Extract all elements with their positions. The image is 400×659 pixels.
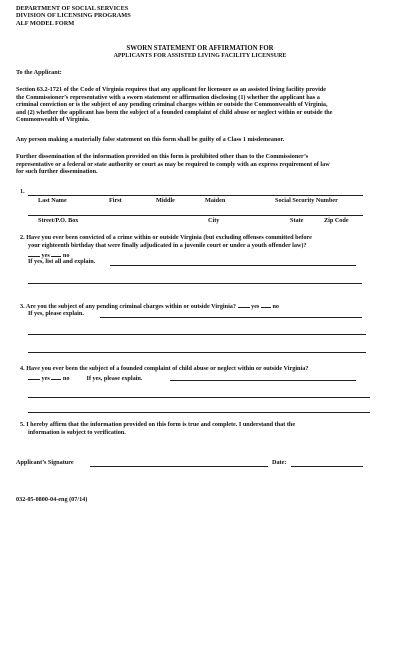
dissemination-line: for such further dissemination. — [16, 168, 98, 176]
q3-text: 3. Are you the subject of any pending criminal charges within or outside Virginia? — [20, 303, 236, 310]
salutation: To the Applicant: — [16, 69, 62, 76]
intro-line: Commonwealth of Virginia. — [16, 116, 90, 124]
q4-explain-label: If yes, please explain. — [86, 375, 143, 382]
middle-name-label: Middle — [156, 197, 175, 204]
q3-yes-label: yes — [251, 303, 260, 310]
signature-line[interactable] — [90, 466, 268, 467]
dissemination-line: representative or a federal or state authority or court as may be required to comply with an express requirement of law — [16, 160, 330, 168]
first-name-label: First — [109, 197, 122, 204]
q2-no-blank[interactable] — [51, 250, 61, 257]
q3-no-blank[interactable] — [261, 301, 271, 308]
maiden-name-label: Maiden — [205, 197, 226, 204]
q3-explain-line[interactable] — [100, 317, 362, 318]
q5-line-2: information is subject to verification. — [28, 429, 126, 436]
q3-explain-label: If yes, please explain. — [28, 310, 84, 317]
address-input-line[interactable] — [28, 215, 363, 216]
q4-answer-line[interactable] — [28, 397, 370, 398]
q3-answer-line[interactable] — [28, 334, 366, 335]
header-line-2: DIVISION OF LICENSING PROGRAMS — [16, 12, 131, 20]
q4-no-blank[interactable] — [51, 373, 61, 380]
header-line-3: ALF MODEL FORM — [16, 19, 75, 27]
q3-yes-blank[interactable] — [238, 301, 250, 308]
form-number: 032-05-0800-04-eng (07/14) — [16, 496, 88, 503]
q1-number: 1. — [20, 188, 25, 195]
header-line-1: DEPARTMENT OF SOCIAL SERVICES — [16, 5, 129, 12]
q4-yes-label: yes — [41, 375, 50, 382]
q2-explain-label: If yes, list all and explain. — [28, 258, 96, 265]
intro-line: Section 63.2-1721 of the Code of Virginia requires that any applicant for licensure as an assisted living facility provide — [16, 86, 327, 93]
misdemeanor-warning: Any person making a materially false statement on this form shall be guilty of a Class 1 misdemeanor. — [16, 136, 285, 143]
date-label: Date: — [272, 459, 287, 466]
last-name-label: Last Name — [38, 197, 67, 204]
q4-question: 4. Have you ever been the subject of a founded complaint of child abuse or neglect within or outside Virginia? — [20, 365, 309, 372]
dissemination-paragraph — [16, 153, 384, 176]
city-label: City — [208, 217, 220, 224]
dissemination-line: Further dissemination of the information provided on this form is prohibited other than to the Commissioner’s — [16, 153, 309, 160]
q2-line-2: your eighteenth birthday that were finally adjudicated in a juvenile court or under a youth offender law)? — [28, 242, 307, 249]
ssn-label: Social Security Number — [275, 197, 338, 204]
name-input-line[interactable] — [28, 195, 363, 196]
q2-no-label: no — [62, 252, 70, 259]
intro-paragraph — [16, 86, 384, 124]
q4-no-label: no — [62, 375, 70, 382]
street-label: Street/P.O. Box — [38, 217, 79, 224]
q2-line-1: 2. Have you ever been convicted of a crime within or outside Virginia (but excluding offenses committed before — [20, 234, 312, 241]
q5-line-1: 5. I hereby affirm that the information provided on this form is true and complete. I understand that the — [20, 421, 296, 428]
signature-label: Applicant’s Signature — [16, 459, 74, 466]
q4-explain-line[interactable] — [170, 380, 356, 381]
zip-label: Zip Code — [324, 217, 349, 224]
q4-yes-blank[interactable] — [28, 373, 40, 380]
q3-answer-line[interactable] — [28, 352, 366, 353]
form-title: SWORN STATEMENT OR AFFIRMATION FOR — [126, 45, 274, 52]
date-line[interactable] — [291, 466, 363, 467]
q3-no-label: no — [272, 303, 279, 310]
q2-explain-line[interactable] — [110, 265, 356, 266]
q2-answer-line[interactable] — [28, 283, 362, 284]
q4-yes-no — [28, 373, 142, 383]
form-subtitle: APPLICANTS FOR ASSISTED LIVING FACILITY LICENSURE — [113, 53, 287, 59]
intro-line: criminal conviction or is the subject of any pending criminal charges within or outside the Commonwealth of Virginia, — [16, 101, 328, 109]
intro-line: and (2) whether the applicant has been the subject of a founded complaint of child abuse or neglect within or outside the — [16, 108, 333, 116]
q4-answer-line[interactable] — [28, 412, 370, 413]
state-label: State — [290, 217, 304, 224]
q2-yes-label: yes — [41, 252, 50, 259]
q2-yes-blank[interactable] — [28, 250, 40, 257]
intro-line: the Commissioner’s representative with a sworn statement or affirmation disclosing (1) whether the applicant has a — [16, 93, 320, 101]
agency-header — [16, 5, 131, 27]
